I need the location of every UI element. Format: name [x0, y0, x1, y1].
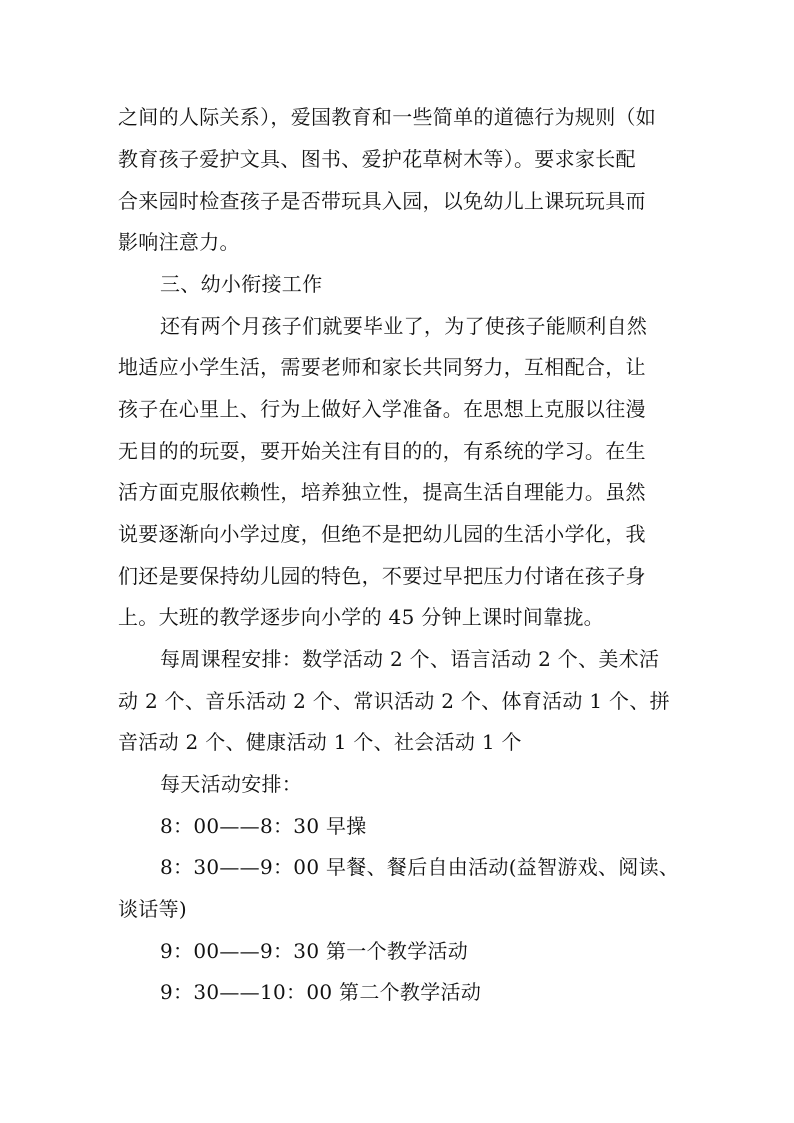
- text-line: 们还是要保持幼儿园的特色，不要过早把压力付诸在孩子身: [118, 564, 646, 588]
- text-line: 地适应小学生活，需要老师和家长共同努力，互相配合，让: [118, 355, 646, 379]
- text-line: 谈话等): [118, 897, 188, 921]
- text-line: 还有两个月孩子们就要毕业了，为了使孩子能顺利自然: [160, 314, 648, 338]
- text-line: 孩子在心里上、行为上做好入学准备。在思想上克服以往漫: [118, 397, 646, 421]
- text-line: 每天活动安排：: [160, 772, 303, 796]
- section-heading: 三、幼小衔接工作: [160, 272, 323, 296]
- text-line: 说要逐渐向小学过度，但绝不是把幼儿园的生活小学化，我: [118, 522, 646, 546]
- schedule-item: 8：00——8：30 早操: [160, 814, 367, 838]
- text-line: 音活动 2 个、健康活动 1 个、社会活动 1 个: [118, 730, 522, 754]
- text-line: 无目的的玩耍，要开始关注有目的的，有系统的学习。在生: [118, 439, 646, 463]
- schedule-item: 9：30——10：00 第二个教学活动: [160, 980, 482, 1004]
- text-line: 活方面克服依赖性，培养独立性，提高生活自理能力。虽然: [118, 480, 646, 504]
- text-line: 动 2 个、音乐活动 2 个、常识活动 2 个、体育活动 1 个、拼: [118, 689, 670, 713]
- text-line: 每周课程安排：数学活动 2 个、语言活动 2 个、美术活: [160, 647, 660, 671]
- schedule-item: 8：30——9：00 早餐、餐后自由活动(益智游戏、阅读、: [160, 855, 680, 879]
- schedule-item: 9：00——9：30 第一个教学活动: [160, 939, 469, 963]
- text-line: 影响注意力。: [118, 230, 240, 254]
- text-line: 之间的人际关系），爱国教育和一些简单的道德行为规则（如: [118, 105, 657, 129]
- text-line: 合来园时检查孩子是否带玩具入园，以免幼儿上课玩玩具而: [118, 189, 646, 213]
- text-line: 教育孩子爱护文具、图书、爱护花草树木等）。要求家长配: [118, 147, 636, 171]
- text-line: 上。大班的教学逐步向小学的 45 分钟上课时间靠拢。: [118, 605, 604, 629]
